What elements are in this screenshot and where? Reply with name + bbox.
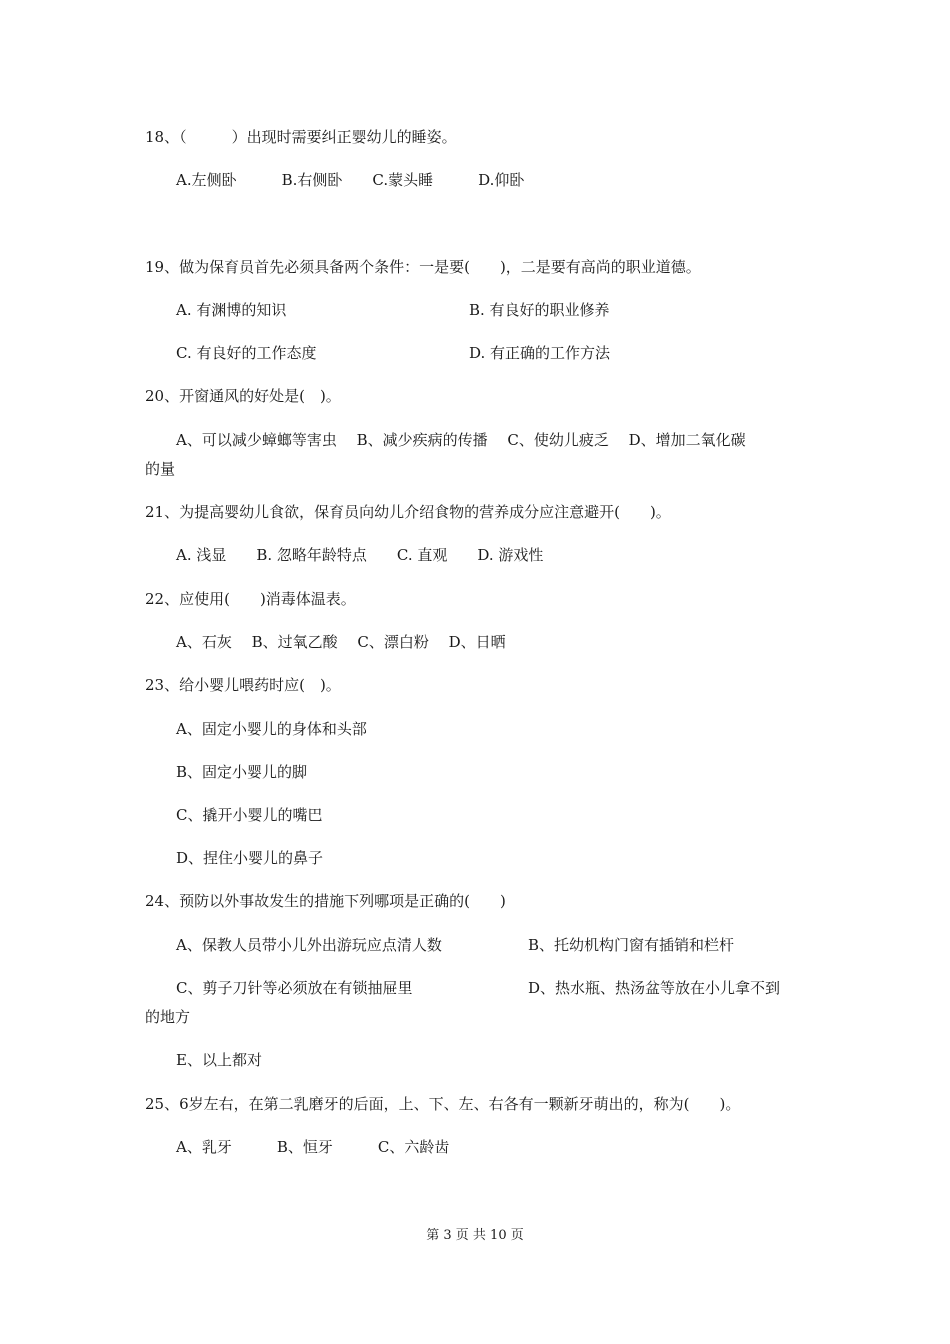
question-21-stem: 21、为提高婴幼儿食欲，保育员向幼儿介绍食物的营养成分应注意避开( )。 — [145, 503, 671, 521]
question-24-option-e: E、以上都对 — [176, 1051, 262, 1069]
question-19-option-b: B. 有良好的职业修养 — [469, 301, 610, 319]
question-20-options-wrap: 的量 — [145, 460, 176, 478]
question-21-options: A. 浅显 B. 忽略年龄特点 C. 直观 D. 游戏性 — [176, 546, 544, 564]
question-19-option-d: D. 有正确的工作方法 — [469, 344, 611, 362]
question-22-stem: 22、应使用( )消毒体温表。 — [145, 590, 356, 608]
question-18-stem: 18、（ ）出现时需要纠正婴幼儿的睡姿。 — [145, 128, 457, 146]
question-23-option-d: D、捏住小婴儿的鼻子 — [176, 849, 324, 867]
question-23-stem: 23、给小婴儿喂药时应( )。 — [145, 676, 341, 694]
question-24-option-d: D、热水瓶、热汤盆等放在小儿拿不到 — [528, 979, 781, 997]
question-24-stem: 24、预防以外事故发生的措施下列哪项是正确的( ) — [145, 892, 506, 910]
question-19-option-a: A. 有渊博的知识 — [176, 301, 287, 319]
question-22-options: A、石灰 B、过氧乙酸 C、漂白粉 D、日晒 — [176, 633, 506, 651]
question-23-option-c: C、撬开小婴儿的嘴巴 — [176, 806, 323, 824]
question-23-option-b: B、固定小婴儿的脚 — [176, 763, 308, 781]
question-20-options: A、可以减少蟑螂等害虫 B、减少疾病的传播 C、使幼儿疲乏 D、增加二氧化碳 — [176, 431, 746, 449]
question-25-stem: 25、6岁左右，在第二乳磨牙的后面，上、下、左、右各有一颗新牙萌出的，称为( )。 — [145, 1095, 741, 1113]
question-23-option-a: A、固定小婴儿的身体和头部 — [176, 720, 367, 738]
question-19-option-c: C. 有良好的工作态度 — [176, 344, 317, 362]
page-number-footer: 第 3 页 共 10 页 — [426, 1228, 524, 1243]
question-18-options: A.左侧卧 B.右侧卧 C.蒙头睡 D.仰卧 — [176, 171, 525, 189]
question-25-options: A、乳牙 B、恒牙 C、六龄齿 — [176, 1138, 450, 1156]
question-19-stem: 19、做为保育员首先必须具备两个条件：一是要( )，二是要有高尚的职业道德。 — [145, 258, 701, 276]
question-24-option-c: C、剪子刀针等必须放在有锁抽屉里 — [176, 979, 413, 997]
question-24-option-d-wrap: 的地方 — [145, 1008, 191, 1026]
question-20-stem: 20、开窗通风的好处是( )。 — [145, 387, 341, 405]
question-24-option-b: B、托幼机构门窗有插销和栏杆 — [528, 936, 735, 954]
question-24-option-a: A、保教人员带小儿外出游玩应点清人数 — [176, 936, 442, 954]
